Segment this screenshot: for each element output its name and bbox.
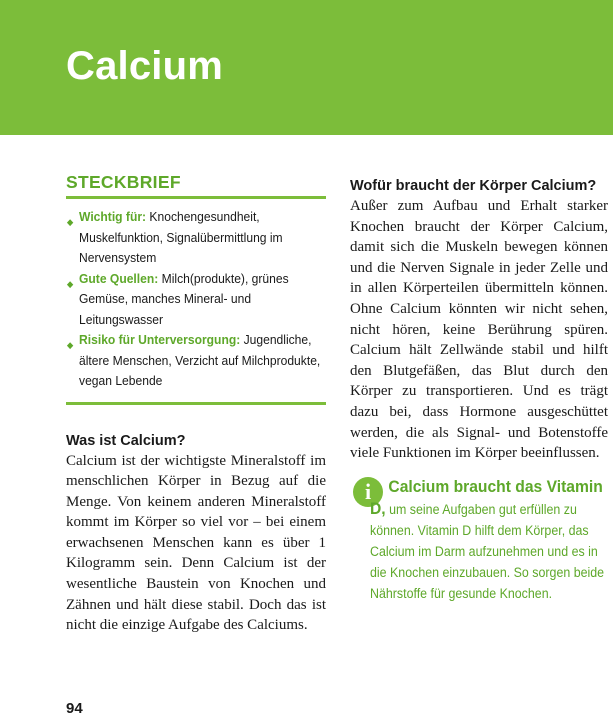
- steckbrief-text: Jugendliche, ältere Menschen, Verzicht auf Milchprodukte, vegan Lebende: [79, 332, 321, 388]
- tip-body: um seine Aufgaben gut erfüllen zu können. Vitamin D hilft dem Körper, das Calcium im Darm aufzunehmen und es in die Knochen einzubauen. So sorgen beide Nährstoffe für gesunde Knochen.: [370, 501, 605, 601]
- left-column: [66, 172, 326, 636]
- info-tip-box: [350, 476, 608, 604]
- tip-text: [370, 476, 606, 604]
- page-title: Calcium: [66, 44, 224, 88]
- steckbrief-text: Knochengesundheit, Muskelfunktion, Signalübermittlung im Nervensystem: [79, 209, 283, 265]
- steckbrief-text: Milch(produkte), grünes Gemüse, manches Mineral- und Leitungswasser: [79, 270, 289, 327]
- steckbrief-item: [66, 330, 338, 392]
- body-paragraph: Calcium ist der wichtigste Mineralstoff im menschlichen Körper in Bezug auf die Menge. Von keinem anderen Mineralstoff kommt im Körper so viel vor – bei einem erwachsenen Menschen kann es über 1 Kilogramm sein. Denn Calcium ist der wesentliche Baustein von Knochen und Zähnen und hält diese stabil. Doch das ist nicht die einzige Aufgabe des Calciums.: [66, 452, 326, 634]
- right-column: [350, 176, 608, 604]
- page-number: 94: [66, 700, 83, 717]
- diamond-bullet-icon: ◆: [66, 278, 74, 289]
- info-icon: i: [353, 477, 383, 507]
- steckbrief-item: [66, 207, 338, 269]
- section-heading: Wofür braucht der Körper Calcium?: [350, 178, 597, 194]
- section-heading: Was ist Calcium?: [66, 432, 186, 449]
- tip-headline: Calcium braucht das Vitamin D,: [370, 476, 603, 518]
- diamond-bullet-icon: ◆: [66, 340, 74, 350]
- steckbrief-key: Gute Quellen:: [79, 270, 159, 286]
- diamond-bullet-icon: ◆: [66, 217, 74, 227]
- steckbrief-key: Wichtig für:: [79, 209, 147, 224]
- steckbrief-item: [66, 269, 338, 331]
- body-paragraph: Außer zum Aufbau und Erhalt starker Knochen braucht der Körper Calcium, damit sich die Muskeln bewegen können und die Nerven Signale in jeder Zelle und in allen Körperteilen übermitteln können. Ohne Calcium könnten wir nicht sehen, nicht hören, keine Berührung spüren. Calcium hält Zellwände stabil und hilft den Blutgefäßen, das Blut durch den Körper zu transportieren. Und es trägt dazu bei, dass Hormone ausgeschüttet werden, die als Signal- und Botenstoffe viele Funktionen im Körper beeinflussen.: [350, 198, 608, 462]
- chapter-header: [0, 0, 613, 135]
- was-ist-section: [66, 431, 326, 636]
- steckbrief-title: STECKBRIEF: [66, 172, 326, 199]
- steckbrief-key: Risiko für Unterversorgung:: [79, 332, 241, 347]
- steckbrief-list: [66, 199, 326, 405]
